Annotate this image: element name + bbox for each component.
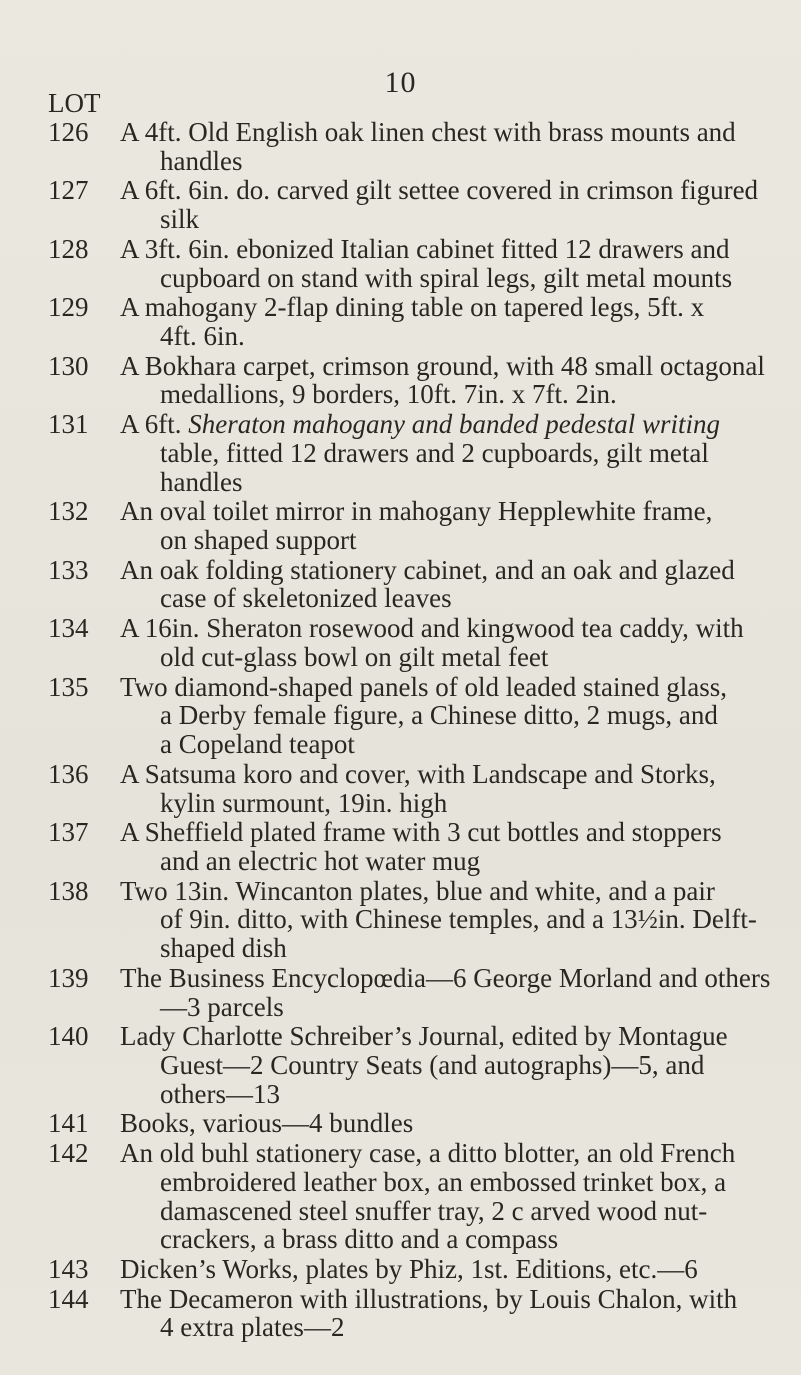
description-line: and an electric hot water mug xyxy=(160,845,481,876)
lot-number: 144 xyxy=(48,1283,89,1314)
lot-description xyxy=(120,1285,780,1342)
description-line: —3 parcels xyxy=(160,991,284,1022)
description-line: case of skeletonized leaves xyxy=(160,583,452,614)
lot-description xyxy=(120,1139,780,1254)
description-line: The Business Encyclopœdia—6 George Morland and others xyxy=(120,962,771,993)
lot-number: 132 xyxy=(48,496,89,527)
lot-number: 136 xyxy=(48,758,89,789)
lot-number: 131 xyxy=(48,409,89,440)
description-line: A 6ft. 6in. do. carved gilt settee covered in crimson figured xyxy=(120,175,759,206)
description-line: 4ft. 6in. xyxy=(160,321,245,352)
description-line: cupboard on stand with spiral legs, gilt metal mounts xyxy=(160,262,733,293)
lot-column-header xyxy=(48,88,100,118)
description-line: handles xyxy=(160,466,243,497)
lot-number: 128 xyxy=(48,233,89,264)
description-line: medallions, 9 borders, 10ft. 7in. x 7ft. 2in. xyxy=(160,379,617,410)
lot-number: 130 xyxy=(48,350,89,381)
description-line: of 9in. ditto, with Chinese temples, and a 13½in. Delft- xyxy=(160,904,757,935)
description-line: The Decameron with illustrations, by Louis Chalon, with xyxy=(120,1283,738,1314)
description-line: Dicken’s Works, plates by Phiz, 1st. Editions, etc.—6 xyxy=(120,1254,698,1285)
lot-description xyxy=(120,410,780,496)
description-line: old cut-glass bowl on gilt metal feet xyxy=(160,641,549,672)
description-line: kylin surmount, 19in. high xyxy=(160,787,448,818)
description-line: Two diamond-shaped panels of old leaded stained glass, xyxy=(120,671,727,702)
lot-description xyxy=(120,1255,780,1284)
lot-description xyxy=(120,964,780,1021)
lot-number: 127 xyxy=(48,175,89,206)
description-line: A Satsuma koro and cover, with Landscape and Storks, xyxy=(120,758,716,789)
description-line: shaped dish xyxy=(160,933,287,964)
lot-number: 140 xyxy=(48,1021,89,1052)
lot-number: 138 xyxy=(48,875,89,906)
lot-number: 142 xyxy=(48,1138,89,1169)
description-line: An oak folding stationery cabinet, and an oak and glazed xyxy=(120,554,735,585)
description-line: silk xyxy=(160,204,200,235)
lot-number: 133 xyxy=(48,554,89,585)
lot-number: 137 xyxy=(48,817,89,848)
description-line: Books, various—4 bundles xyxy=(120,1108,414,1139)
lot-description xyxy=(120,293,780,350)
description-line: damascened steel snuffer tray, 2 c arved wood nut- xyxy=(160,1195,708,1226)
lot-description xyxy=(120,235,780,292)
description-line: A 16in. Sheraton rosewood and kingwood tea caddy, with xyxy=(120,613,744,644)
lot-number: 129 xyxy=(48,292,89,323)
description-line: Lady Charlotte Schreiber’s Journal, edited by Montague xyxy=(120,1021,728,1052)
description-line: crackers, a brass ditto and a compass xyxy=(160,1224,559,1255)
lot-number: 134 xyxy=(48,613,89,644)
lot-description xyxy=(120,760,780,817)
description-line: table, fitted 12 drawers and 2 cupboards, gilt metal xyxy=(160,437,709,468)
lot-description xyxy=(120,118,780,175)
description-line: a Derby female figure, a Chinese ditto, 2 mugs, and xyxy=(160,700,718,731)
lot-description xyxy=(120,556,780,613)
description-line: A 6ft. Sheraton mahogany and banded pedestal writing xyxy=(120,409,720,440)
description-line: A 3ft. 6in. ebonized Italian cabinet fitted 12 drawers and xyxy=(120,233,730,264)
description-line: An oval toilet mirror in mahogany Hepplewhite frame, xyxy=(120,496,713,527)
description-line: 4 extra plates—2 xyxy=(160,1312,345,1343)
description-line: Two 13in. Wincanton plates, blue and white, and a pair xyxy=(120,875,715,906)
page-number: 10 xyxy=(384,66,417,99)
description-line: An old buhl stationery case, a ditto blotter, an old French xyxy=(120,1138,736,1169)
lot-number: 139 xyxy=(48,962,89,993)
lot-description xyxy=(120,1109,780,1138)
description-line: a Copeland teapot xyxy=(160,729,355,760)
description-line: A mahogany 2-flap dining table on tapered legs, 5ft. x xyxy=(120,292,705,323)
description-line: A 4ft. Old English oak linen chest with brass mounts and xyxy=(120,117,736,147)
lot-description xyxy=(120,352,780,409)
lot-number: 135 xyxy=(48,671,89,702)
lot-header-label: LOT xyxy=(48,88,101,118)
description-line: handles xyxy=(160,145,243,176)
description-line: others—13 xyxy=(160,1078,280,1109)
description-line: A Bokhara carpet, crimson ground, with 48 small octagonal xyxy=(120,350,765,381)
description-line: A Sheffield plated frame with 3 cut bottles and stoppers xyxy=(120,817,722,848)
lot-description xyxy=(120,176,780,233)
lot-number: 141 xyxy=(48,1108,89,1139)
lot-description xyxy=(120,614,780,671)
description-line: on shaped support xyxy=(160,525,357,556)
lot-number: 126 xyxy=(48,117,89,147)
lot-number: 143 xyxy=(48,1254,89,1285)
lot-description xyxy=(120,497,780,554)
description-line: embroidered leather box, an embossed trinket box, a xyxy=(160,1166,727,1197)
lot-description xyxy=(120,673,780,759)
description-line: Guest—2 Country Seats (and autographs)—5, and xyxy=(160,1049,705,1080)
lot-description xyxy=(120,877,780,963)
lot-description xyxy=(120,1022,780,1108)
lot-description xyxy=(120,818,780,875)
